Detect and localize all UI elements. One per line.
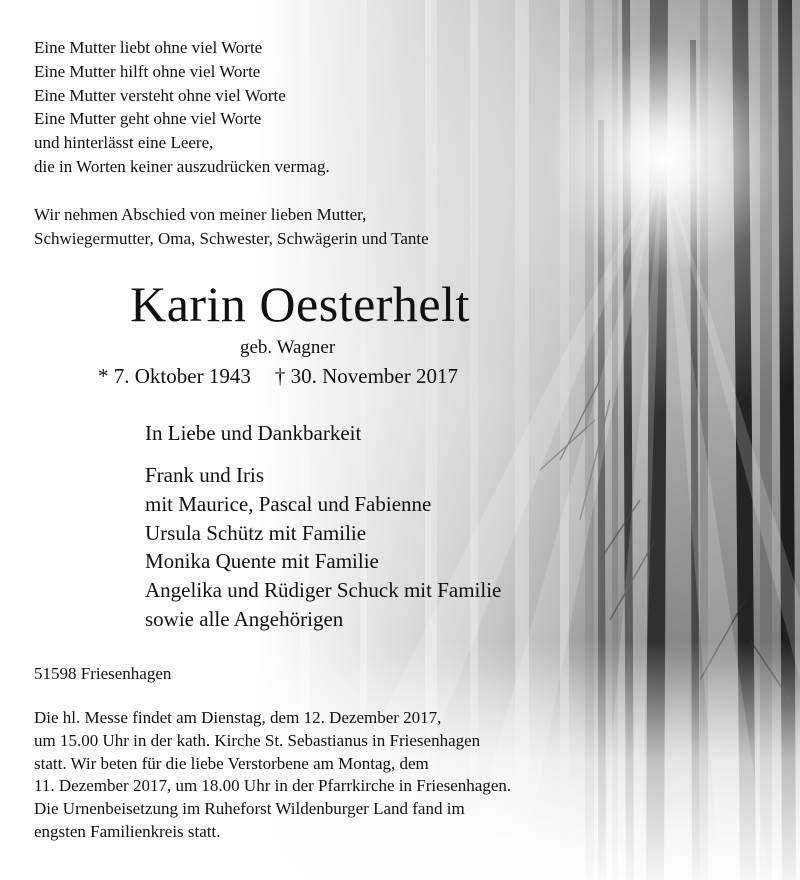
notice-line: statt. Wir beten für die liebe Verstorbene am Montag, dem xyxy=(34,753,429,773)
mourner-line: sowie alle Angehörigen xyxy=(145,606,344,631)
poem-line: Eine Mutter hilft ohne viel Worte xyxy=(34,61,261,81)
death-date: † 30. November 2017 xyxy=(274,364,458,388)
mourners-list xyxy=(145,461,501,634)
notice-line: engsten Familienkreis statt. xyxy=(34,821,221,841)
deceased-name: Karin Oesterhelt xyxy=(130,276,470,332)
poem-line: die in Worten keiner auszudrücken vermag. xyxy=(34,156,330,176)
mourner-line: mit Maurice, Pascal und Fabienne xyxy=(145,491,432,516)
intro-line: Schwiegermutter, Oma, Schwester, Schwägerin und Tante xyxy=(34,229,429,248)
life-dates xyxy=(98,363,458,389)
intro-line: Wir nehmen Abschied von meiner lieben Mutter, xyxy=(34,205,367,224)
poem-line: Eine Mutter liebt ohne viel Worte xyxy=(34,38,263,57)
mourners-intro: In Liebe und Dankbarkeit xyxy=(145,421,362,445)
mourner-line: Monika Quente mit Familie xyxy=(145,549,379,574)
service-notice xyxy=(34,707,511,844)
maiden-name: geb. Wagner xyxy=(240,337,336,358)
notice-line: Die Urnenbeisetzung im Ruheforst Wildenburger Land fand im xyxy=(34,799,465,819)
mourner-line: Angelika und Rüdiger Schuck mit Familie xyxy=(145,578,502,603)
poem xyxy=(34,36,330,179)
farewell-intro xyxy=(34,203,429,251)
notice-line: 11. Dezember 2017, um 18.00 Uhr in der Pfarrkirche in Friesenhagen. xyxy=(34,776,512,796)
notice-line: um 15.00 Uhr in der kath. Kirche St. Sebastianus in Friesenhagen xyxy=(34,730,481,750)
birth-date: * 7. Oktober 1943 xyxy=(98,364,251,388)
mourner-line: Frank und Iris xyxy=(145,463,264,487)
poem-line: und hinterlässt eine Leere, xyxy=(34,133,214,153)
mourner-line: Ursula Schütz mit Familie xyxy=(145,520,367,545)
poem-line: Eine Mutter geht ohne viel Worte xyxy=(34,109,262,129)
notice-line: Die hl. Messe findet am Dienstag, dem 12. Dezember 2017, xyxy=(34,708,442,727)
poem-line: Eine Mutter versteht ohne viel Worte xyxy=(34,85,286,105)
place: 51598 Friesenhagen xyxy=(34,664,172,683)
